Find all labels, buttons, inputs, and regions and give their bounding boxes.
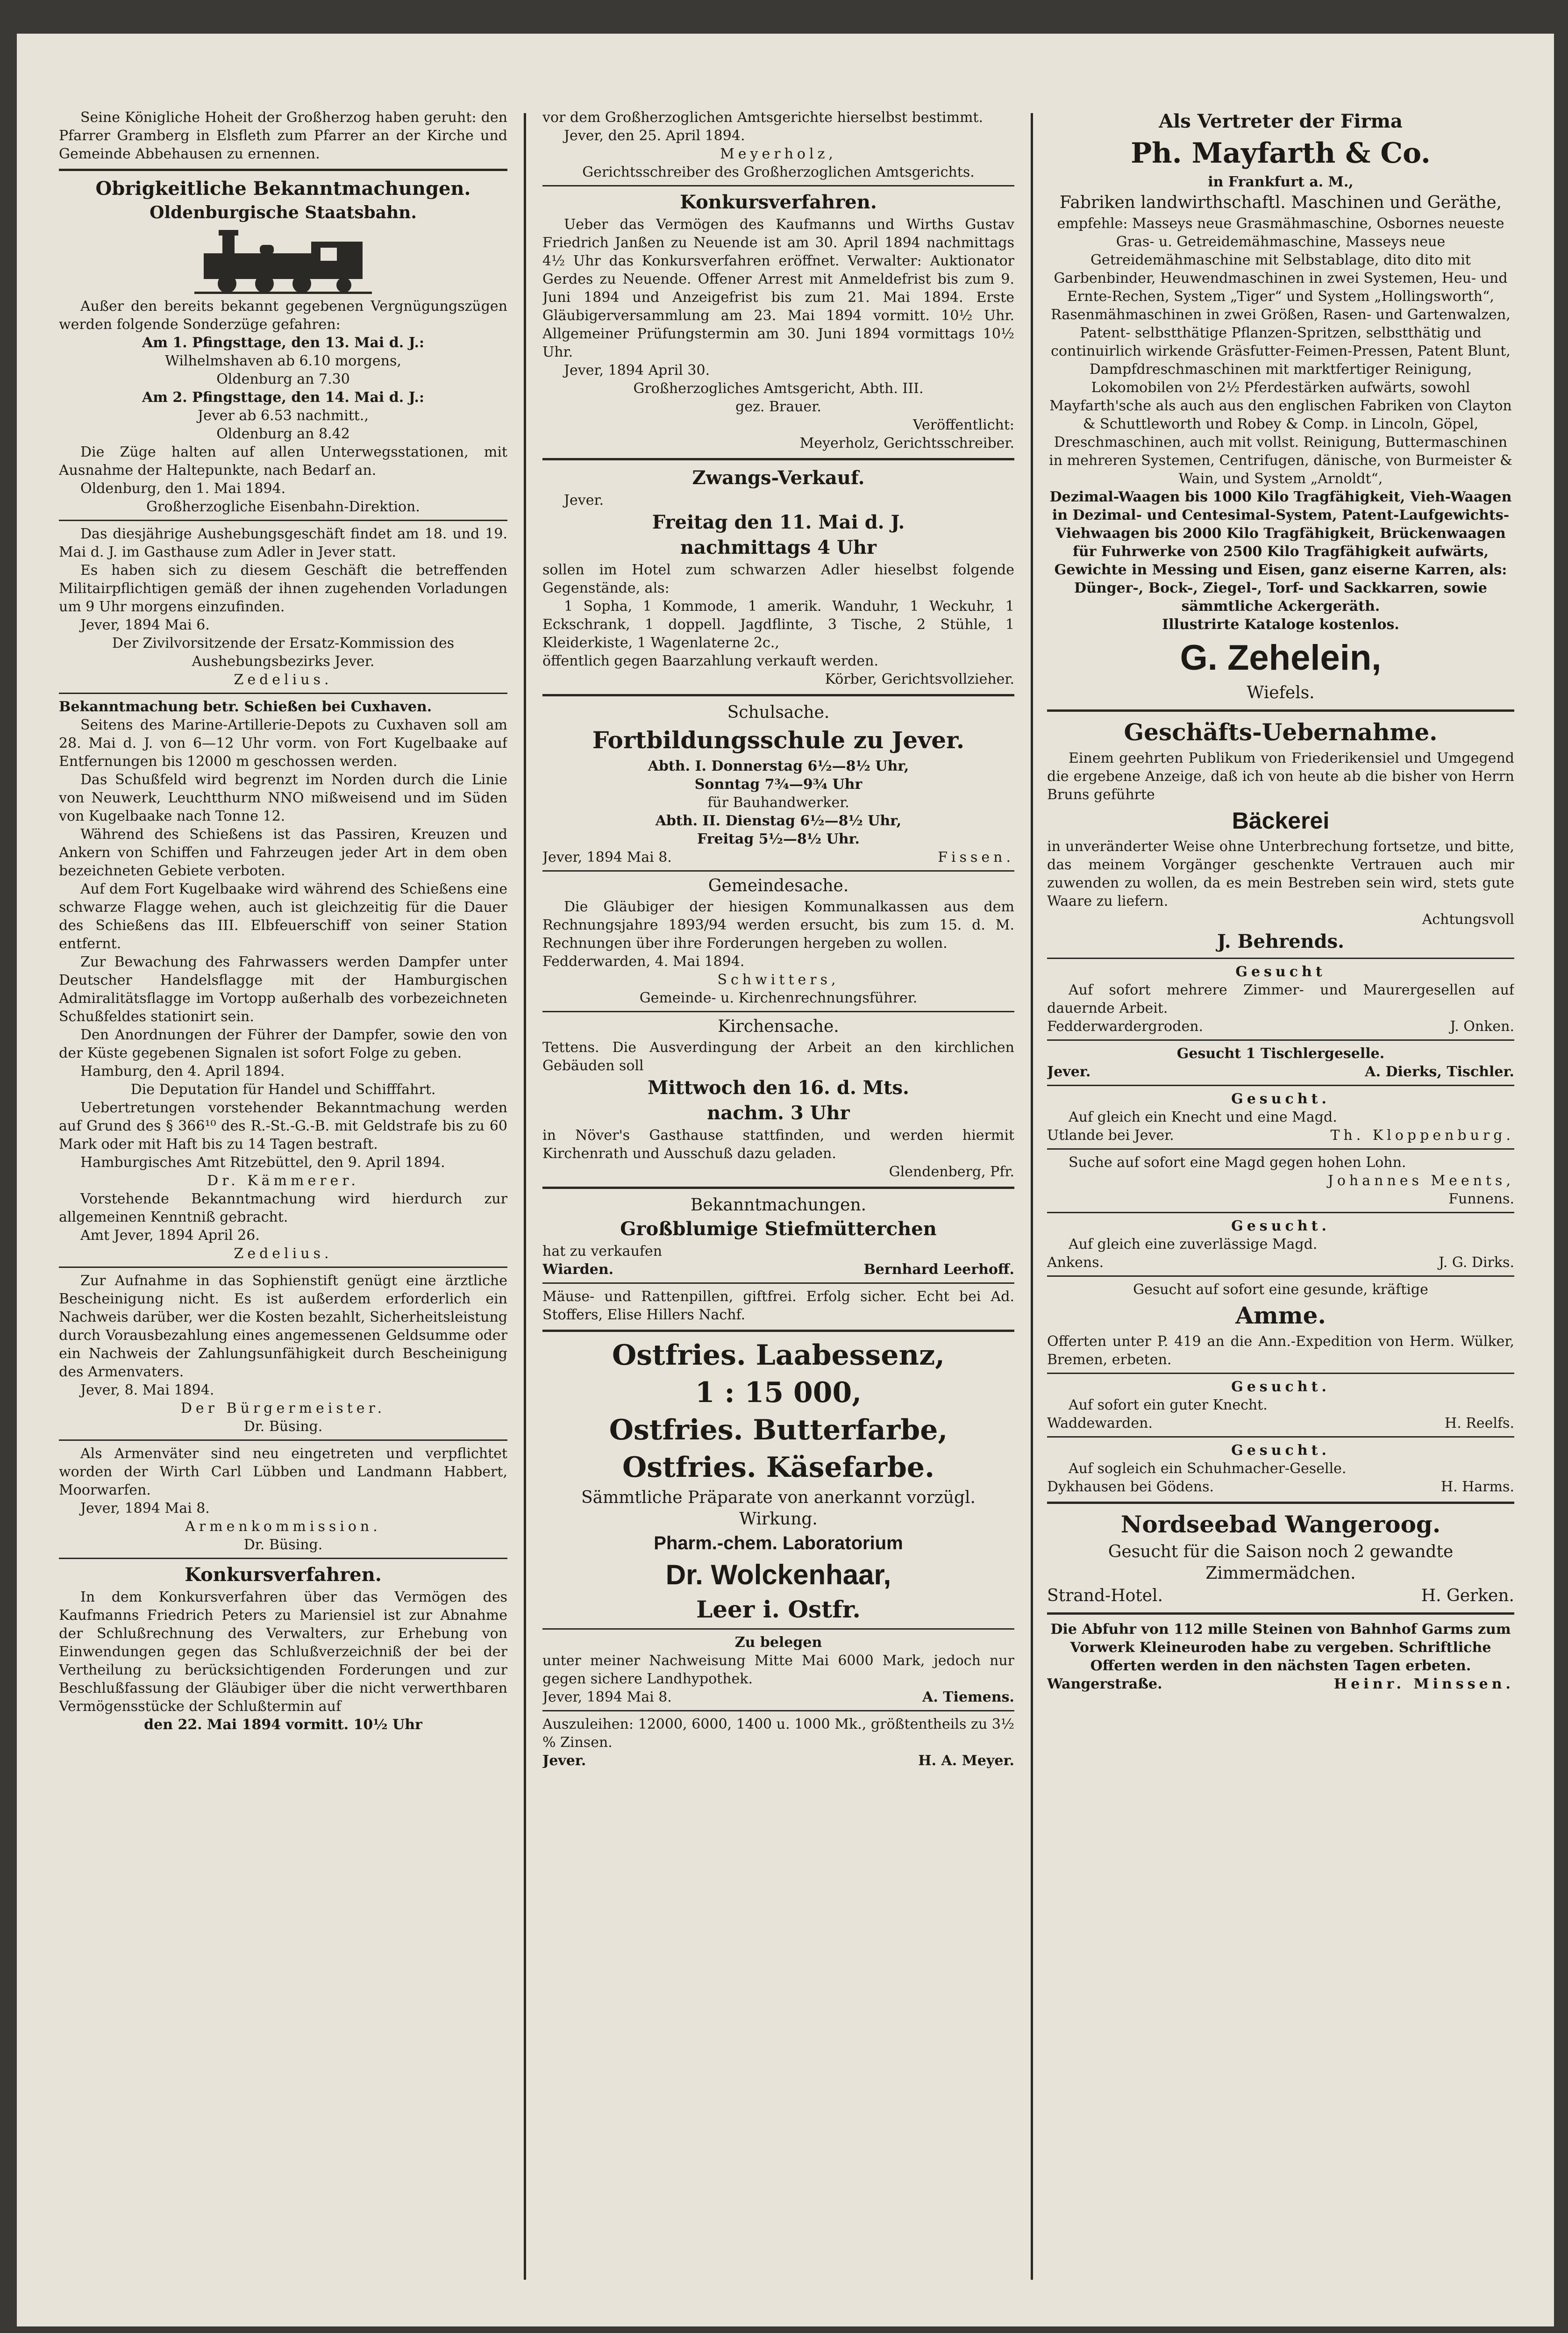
section-title: Konkursverfahren. [185, 1564, 382, 1586]
company-name: G. Zehelein, [1180, 638, 1382, 678]
section-title: Gemeindesache. [708, 876, 849, 895]
section-title: Kirchensache. [718, 1017, 839, 1036]
column-left: Seine Königliche Hoheit der Großherzog haben geruht: den Pfarrer Gramberg in Elsfleth zum Pfarrer an der Kirche und Gemeinde Abbehausen zu ernennen. Obrigkeitliche Bekanntmachungen. Oldenburgische Staatsbahn. Außer den bereits bekannt gegebenen Vergnügungszügen werden folgende Sonderzüge gefahren: Am 1. Pfingsttage, den 13. Mai d. J.: Wilhelmshaven ab 6.10 morgens, Oldenburg an 7.30 Am 2. Pfingsttage, den 14. Mai d. J.: Jever ab 6.53 nachmitt., Oldenburg an 8.42 Die Züge halten auf allen Unterwegsstationen, mit Ausnahme der Haltepunkte, nach Bedarf an. Oldenburg, den 1. Mai 1894. Großherzogliche Eisenbahn-Direktion. Das diesjährige Aushebungsgeschäft findet am 18. und 19. Mai d. J. im Gasthause zum Adler in Jever statt. Es haben sich zu diesem Geschäft die betreffenden Militairpflichtigen gemäß der ihnen zugehenden Vorladungen um 9 Uhr morgens einzufinden. Jever, 1894 Mai 6. Der Zivilvorsitzende der Ersatz-Kommission des Aushebungsbezirks Jever. Zedelius. Bekanntmachung betr. Schießen bei Cuxhaven. Seitens des Marine-Artillerie-Depots zu Cuxhaven soll am 28. Mai d. J. von 6—12 Uhr vorm. von Fort Kugelbaake auf Entfernungen bis 12000 m geschossen werden. Das Schußfeld wird begrenzt im Norden durch die Linie von Neuwerk, Leuchtthurm NNO mißweisend und im Süden von Kugelbaake nach Tonne 12. Während des Schießens ist das Passiren, Kreuzen und Ankern von Schiffen und Fahrzeugen jeder Art in dem oben bezeichneten Gebiete verboten. Auf dem Fort Kugelbaake wird während des Schießens eine schwarze Flagge wehen, auch ist gleichzeitig für die Dauer des Schießens das III. Elbfeuerschiff von seiner Station entfernt. Zur Bewachung des Fahrwassers werden Dampfer unter Deutscher Handelsflagge mit der Hamburgischen Admiralitätsflagge im Vortopp außerhalb des vorbezeichneten Schußfeldes stationirt sein. Den Anordnungen der Führer der Dampfer, sowie den von der Küste gegebenen Signalen ist sofort Folge zu geben. Hamburg, den 4. April 1894. Die Deputation für Handel und Schifffahrt. Uebertretungen vorstehender Bekanntmachung werden auf Grund des § 366¹⁰ des R.-St.-G.-B. mit Geldstrafe bis zu 60 Mark oder mit Haft bis zu 14 Tagen bestraft. Hamburgisches Amt Ritzebüttel, den 9. April 1894. Dr. Kämmerer. Vorstehende Bekanntmachung wird hierdurch zur allgemeinen Kenntniß gebracht. Amt Jever, 1894 April 26. Zedelius. Zur Aufnahme in das Sophienstift genügt eine ärztliche Bescheinigung nicht. Es ist außerdem erforderlich ein Nachweis darüber, wer die Kosten bezahlt, Sicherheitsleistung durch Vorausbezahlung eines angemessenen Geldsumme oder ein Nachweis der Zahlungsunfähigkeit durch Bescheinigung des Armenvaters. Jever, 8. Mai 1894. Der Bürgermeister. Dr. Büsing. Als Armenväter sind neu eingetreten und verpflichtet worden der Wirth Carl Lübben und Landmann Habbert, Moorwarfen. Jever, 1894 Mai 8. Armenkommission. Dr. Büsing. Konkursverfahren. In dem Konkursverfahren über das Vermögen des Kaufmanns Friedrich Peters zu Mariensiel ist zur Abnahme der Schlußrechnung des Verwalters, zur Erhebung von Einwendungen gegen das Schlußverzeichniß der bei der Vertheilung zu berücksichtigenden Forderungen und zur Beschlußfassung der Gläubiger über die nicht verwerthbaren Vermögensstücke der Schlußtermin auf den 22. Mai 1894 vormitt. 10½ Uhr [59, 109, 507, 1733]
section-subtitle: Oldenburgische Staatsbahn. [150, 203, 417, 222]
section-title: Konkursverfahren. [680, 191, 877, 213]
column-divider [1031, 113, 1033, 2280]
locomotive-image [194, 225, 372, 295]
notice-grossherzog: Seine Königliche Hoheit der Großherzog haben geruht: den Pfarrer Gramberg in Elsfleth zum Pfarrer an der Kirche und Gemeinde Abbehausen zu ernennen. [59, 109, 507, 162]
company-name: Ph. Mayfarth & Co. [1131, 137, 1431, 170]
section-title: Obrigkeitliche Bekanntmachungen. [95, 178, 471, 200]
column-divider [524, 113, 526, 2280]
notice-title: Bekanntmachung betr. Schießen bei Cuxhaven. [59, 699, 432, 715]
column-middle: vor dem Großherzoglichen Amtsgerichte hierselbst bestimmt. Jever, den 25. April 1894. Meyerholz, Gerichtsschreiber des Großherzoglichen Amtsgerichts. Konkursverfahren. Ueber das Vermögen des Kaufmanns und Wirths Gustav Friedrich Janßen zu Neuende ist am 30. April 1894 nachmittags 4½ Uhr das Konkursverfahren eröffnet. Verwalter: Auktionator Gerdes zu Neuende. Offener Arrest mit Anmeldefrist bis zum 9. Juni 1894 und Anzeigefrist bis zum 21. Mai 1894. Erste Gläubigerversammlung am 23. Mai 1894 vormitt. 10½ Uhr. Allgemeiner Prüfungstermin am 30. Juni 1894 vormittags 10½ Uhr. Jever, 1894 April 30. Großherzogliches Amtsgericht, Abth. III. gez. Brauer. Veröffentlicht: Meyerholz, Gerichtsschreiber. Zwangs-Verkauf. Jever. Freitag den 11. Mai d. J. nachmittags 4 Uhr sollen im Hotel zum schwarzen Adler hieselbst folgende Gegenstände, als: 1 Sopha, 1 Kommode, 1 amerik. Wanduhr, 1 Weckuhr, 1 Eckschrank, 1 doppell. Jagdflinte, 3 Tische, 2 Stühle, 1 Kleiderkiste, 1 Wagenlaterne 2c., öffentlich gegen Baarzahlung verkauft werden. Körber, Gerichtsvollzieher. Schulsache. Fortbildungsschule zu Jever. Abth. I. Donnerstag 6½—8½ Uhr, Sonntag 7¾—9¾ Uhr für Bauhandwerker. Abth. II. Dienstag 6½—8½ Uhr, Freitag 5½—8½ Uhr. Jever, 1894 Mai 8. Fissen. Gemeindesache. Die Gläubiger der hiesigen Kommunalkassen aus dem Rechnungsjahre 1893/94 werden ersucht, bis zum 15. d. M. Rechnungen über ihre Forderungen hergeben zu wollen. Fedderwarden, 4. Mai 1894. Schwitters, Gemeinde- u. Kirchenrechnungsführer. Kirchensache. Tettens. Die Ausverdingung der Arbeit an den kirchlichen Gebäuden soll Mittwoch den 16. d. Mts. nachm. 3 Uhr in Növer's Gasthause stattfinden, und werden hiermit Kirchenrath und Ausschuß dazu geladen. Glendenberg, Pfr. Bekanntmachungen. Großblumige Stiefmütterchen hat zu verkaufen Wiarden. Bernhard Leerhoff. Mäuse- und Rattenpillen, giftfrei. Erfolg sicher. Echt bei Ad. Stoffers, Elise Hillers Nachf. Ostfries. Laabessenz, 1 : 15 000, Ostfries. Butterfarbe, Ostfries. Käsefarbe. Sämmtliche Präparate von anerkannt vorzügl. Wirkung. Pharm.-chem. Laboratorium Dr. Wolckenhaar, Leer i. Ostfr. Zu belegen unter meiner Nachweisung Mitte Mai 6000 Mark, jedoch nur gegen sichere Landhypothek. Jever, 1894 Mai 8. A. Tiemens. Auszuleihen: 12000, 6000, 1400 u. 1000 Mk., größtentheils zu 3½ % Zinsen. Jever. H. A. Meyer. [542, 109, 1014, 1769]
section-title: Schulsache. [727, 703, 830, 722]
section-title: Zwangs-Verkauf. [692, 467, 865, 489]
column-right: Als Vertreter der Firma Ph. Mayfarth & Co. in Frankfurt a. M., Fabriken landwirthschaftl. Maschinen und Geräthe, empfehle: Masseys neue Grasmähmaschine, Osbornes neueste Gras- u. Getreidemähmaschine, Masseys neue Getreidemähmaschine mit Selbstablage, dito dito mit Garbenbinder, Heuwendmaschinen in zwei Systemen, Heu- und Ernte-Rechen, System „Tiger“ und System „Hollingsworth“, Rasenmähmaschinen in zwei Größen, Rasen- und Gartenwalzen, Patent- selbstthätige Pflanzen-Spritzen, selbstthätig und continuirlich wirkende Gräsfutter-Feimen-Pressen, Patent Blunt, Dampfdreschmaschinen mit marktfertiger Reinigung, Lokomobilen von 2½ Pferdestärken aufwärts, sowohl Mayfarth'sche als auch aus den englischen Fabriken von Clayton & Schuttleworth und Robey & Comp. in Lincoln, Göpel, Dreschmaschinen, auch mit vollst. Reinigung, Buttermaschinen in mehreren Systemen, Centrifugen, dänische, von Burmeister & Wain, und System „Arnoldt“, Dezimal-Waagen bis 1000 Kilo Tragfähigkeit, Vieh-Waagen in Dezimal- und Centesimal-System, Patent-Laufgewichts-Viehwaagen bis 2000 Kilo Tragfähigkeit, Brückenwaagen für Fuhrwerke von 2500 Kilo Tragfähigkeit aufwärts, Gewichte in Messing und Eisen, ganz eiserne Karren, als: Dünger-, Bock-, Ziegel-, Torf- und Sackkarren, sowie sämmtliche Ackergeräth. Illustrirte Kataloge kostenlos. G. Zehelein, Wiefels. Geschäfts-Uebernahme. Einem geehrten Publikum von Friederikensiel und Umgegend die ergebene Anzeige, daß ich von heute ab die bisher von Herrn Bruns geführte Bäckerei in unveränderter Weise ohne Unterbrechung fortsetze, und bitte, das meinem Vorgänger geschenkte Vertrauen auch mir zuwenden zu wollen, da es mein Bestreben sein wird, stets gute Waare zu liefern. Achtungsvoll J. Behrends. Gesucht Auf sofort mehrere Zimmer- und Maurergesellen auf dauernde Arbeit. Fedderwardergroden. J. Onken. Gesucht 1 Tischlergeselle. Jever. A. Dierks, Tischler. Gesucht. Auf gleich ein Knecht und eine Magd. Utlande bei Jever. Th. Kloppenburg. Suche auf sofort eine Magd gegen hohen Lohn. Johannes Meents, Funnens. Gesucht. Auf gleich eine zuverlässige Magd. Ankens. J. G. Dirks. Gesucht auf sofort eine gesunde, kräftige Amme. Offerten unter P. 419 an die Ann.-Expedition von Herm. Wülker, Bremen, erbeten. Gesucht. Auf sofort ein guter Knecht. Waddewarden. H. Reelfs. Gesucht. Auf sogleich ein Schuhmacher-Geselle. Dykhausen bei Gödens. H. Harms. Nordseebad Wangeroog. Gesucht für die Saison noch 2 gewandte Zimmermädchen. Strand-Hotel. H. Gerken. Die Abfuhr von 112 mille Steinen von Bahnhof Garms zum Vorwerk Kleineuroden habe zu vergeben. Schriftliche Offerten werden in den nächsten Tagen erbeten. Wangerstraße. Heinr. Minssen. [1047, 110, 1514, 1692]
section-title: Bekanntmachungen. [690, 1195, 867, 1215]
newspaper-page [17, 34, 1554, 2326]
